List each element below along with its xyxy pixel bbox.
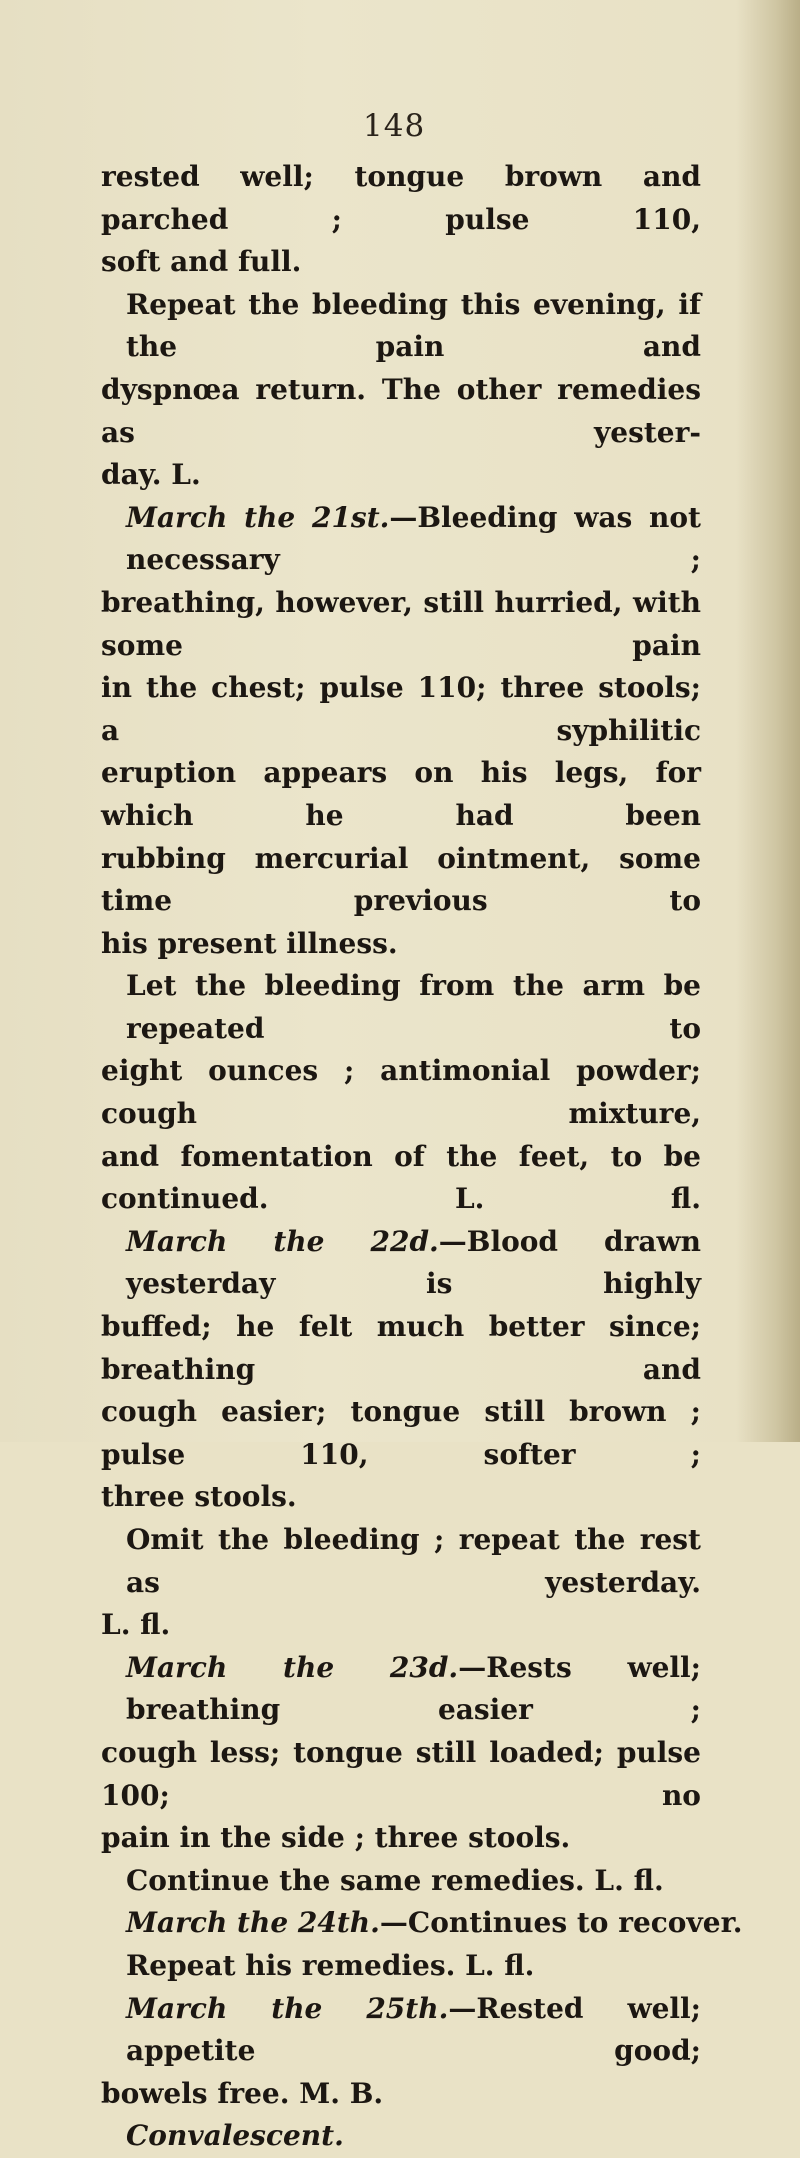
text-line: L. fl. xyxy=(101,1608,171,1642)
page-number: 148 xyxy=(363,108,426,144)
entry-date: March the 25th. xyxy=(126,1991,449,2025)
text-line: breathing, however, still hurried, with some pain xyxy=(101,585,701,662)
entry-text: —Blood drawn yesterday is highly xyxy=(126,1224,701,1301)
text-line: his present illness. xyxy=(101,926,398,960)
text-line: and fomentation of the feet, to be continued. L. fl. xyxy=(101,1139,701,1216)
text-line: three stools. xyxy=(101,1480,297,1514)
text-line: Repeat his remedies. L. fl. xyxy=(126,1948,535,1982)
entry-text: —Rests well; breathing easier ; xyxy=(126,1650,702,1727)
dated-entry-line xyxy=(101,1988,701,2073)
text-line: Continue the same remedies. L. fl. xyxy=(126,1863,664,1897)
entry-date: Convalescent. xyxy=(126,2119,344,2153)
text-line: buffed; he felt much better since; breathing and xyxy=(101,1310,701,1386)
closing-line xyxy=(101,2115,701,2158)
entry-date: March the 23d. xyxy=(126,1650,459,1684)
dated-entry-line xyxy=(101,1647,701,1732)
text-line: cough easier; tongue still brown ; pulse 110, softer ; xyxy=(101,1395,701,1471)
entry-text: —Rested well; appetite good; xyxy=(126,1991,701,2068)
page-text xyxy=(101,156,743,2158)
entry-date: March the 24th. xyxy=(126,1906,380,1940)
text-line: rubbing mercurial ointment, some time previous to xyxy=(101,841,701,918)
text-line: Repeat the bleeding this evening, if the pain and xyxy=(126,287,701,364)
entry-text: —Bleeding was not necessary ; xyxy=(126,500,701,577)
text-line: rested well; tongue brown and parched ; pulse 110, xyxy=(101,160,701,236)
text-line: Let the bleeding from the arm be repeated to xyxy=(126,969,701,1045)
text-line: pain in the side ; three stools. xyxy=(101,1821,571,1855)
entry-date: March the 21st. xyxy=(126,500,390,534)
text-line: eight ounces ; antimonial powder; cough mixture, xyxy=(101,1054,701,1131)
text-line: cough less; tongue still loaded; pulse 100; no xyxy=(101,1735,701,1812)
text-line: bowels free. M. B. xyxy=(101,2076,384,2110)
entry-date: March the 22d. xyxy=(126,1224,439,1258)
dated-entry-line xyxy=(101,1902,743,1945)
dated-entry-line xyxy=(101,497,701,582)
entry-text: —Continues to recover. xyxy=(379,1906,743,1940)
dated-entry-line xyxy=(101,1221,701,1306)
text-line: Omit the bleeding ; repeat the rest as yesterday. xyxy=(126,1523,701,1599)
text-line: in the chest; pulse 110; three stools; a syphilitic xyxy=(101,671,701,747)
text-line: dyspnœa return. The other remedies as yester- xyxy=(101,372,701,449)
text-line: soft and full. xyxy=(101,245,302,279)
text-line: eruption appears on his legs, for which he had been xyxy=(101,756,701,832)
text-line: day. L. xyxy=(101,458,201,492)
